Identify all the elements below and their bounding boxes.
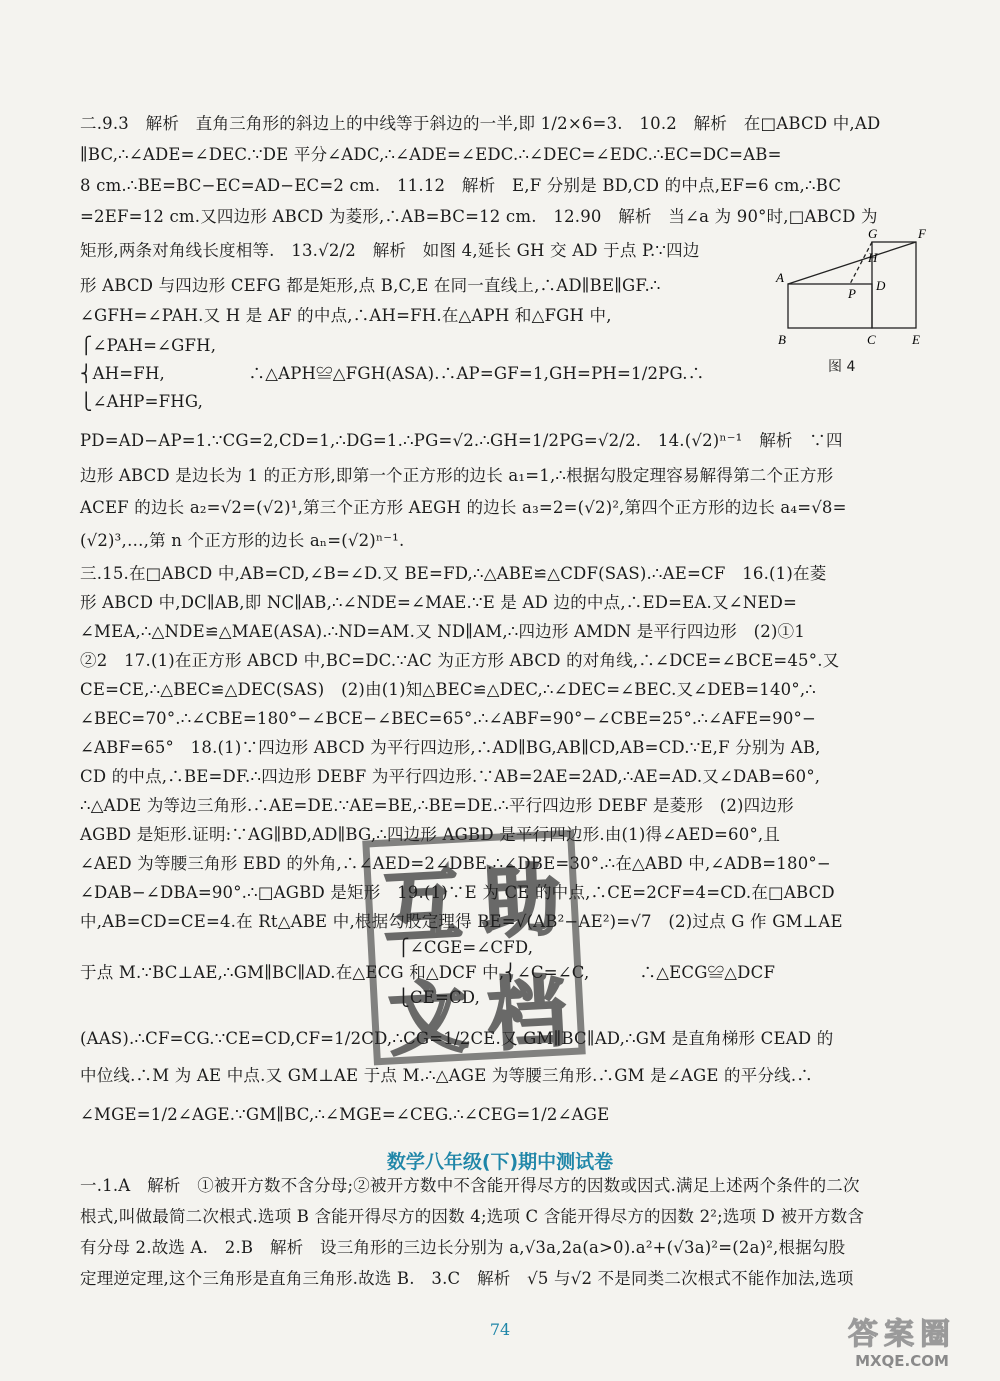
stamp-char: 助: [479, 855, 563, 950]
text-line: ⎩∠AHP=FHG,: [80, 392, 204, 411]
text-line: (AAS).∴CF=CG.∵CE=CD,CF=1/2CD,∴CG=1/2CE.又 GM∥BC∥AD,∴GM 是直角梯形 CEAD 的: [80, 1029, 834, 1048]
text-line: ∴△ADE 为等边三角形.∴AE=DE.∵AE=BE,∴BE=DE.∴平行四边形 DEBF 是菱形 (2)四边形: [80, 796, 794, 815]
text-line: 矩形,两条对角线长度相等. 13.√2/2 解析 如图 4,延长 GH 交 AD 于点 P.∵四边: [80, 241, 700, 260]
text-line: 根式,叫做最简二次根式.选项 B 含能开得尽方的因数 4;选项 C 含能开得尽方的因数 2²;选项 D 被开方数含: [80, 1207, 865, 1226]
stamp-char: 档: [485, 967, 569, 1062]
text-line: =2EF=12 cm.又四边形 ABCD 为菱形,∴AB=BC=12 cm. 12.90 解析 当∠a 为 90°时,□ABCD 为: [80, 207, 878, 226]
text-line: AGBD 是矩形.证明:∵AG∥BD,AD∥BG,∴四边形 AGBD 是平行四边形.由(1)得∠AED=60°,且: [80, 825, 781, 844]
text-line: 有分母 2.故选 A. 2.B 解析 设三角形的三边长分别为 a,√3a,2a(a>0).a²+(√3a)²=(2a)²,根据勾股: [80, 1238, 846, 1257]
figure-label: G: [868, 226, 878, 241]
stamp-char: 互: [381, 860, 464, 955]
text-line: (√2)³,…,第 n 个正方形的边长 aₙ=(√2)ⁿ⁻¹.: [80, 531, 405, 550]
text-line: ∠BEC=70°.∴∠CBE=180°−∠BCE−∠BEC=65°.∴∠ABF=90°−∠CBE=25°.∴∠AFE=90°−: [80, 709, 817, 728]
text-line: ACEF 的边长 a₂=√2=(√2)¹,第三个正方形 AEGH 的边长 a₃=2=(√2)²,第四个正方形的边长 a₄=√8=: [80, 498, 847, 517]
text-line: ②2 17.(1)在正方形 ABCD 中,BC=DC.∵AC 为正方形 ABCD 的对角线,∴∠DCE=∠BCE=45°.又: [80, 651, 840, 670]
watermark-logo: [822, 1318, 982, 1376]
figure-label: C: [867, 332, 876, 347]
text-line: 8 cm.∴BE=BC−EC=AD−EC=2 cm. 11.12 解析 E,F 分别是 BD,CD 的中点,EF=6 cm,∴BC: [80, 176, 842, 195]
text-line: 中位线.∴M 为 AE 中点.又 GM⊥AE 于点 M.∴△AGE 为等腰三角形.∴GM 是∠AGE 的平分线.∴: [80, 1066, 814, 1085]
figure-label: F: [918, 226, 926, 241]
figure-label: P: [848, 286, 856, 301]
text-line: 二.9.3 解析 直角三角形的斜边上的中线等于斜边的一半,即 1/2×6=3. 10.2 解析 在□ABCD 中,AD: [80, 114, 881, 133]
text-line: 形 ABCD 中,DC∥AB,即 NC∥AB,∴∠NDE=∠MAE.∵E 是 AD 边的中点,∴ED=EA.又∠NED=: [80, 593, 798, 612]
text-line: ∥BC,∴∠ADE=∠DEC.∵DE 平分∠ADC,∴∠ADE=∠EDC.∴∠DEC=∠EDC.∴EC=DC=AB=: [80, 145, 782, 164]
text-line: 于点 M.∵BC⊥AE,∴GM∥BC∥AD.在△ECG 和△DCF 中,⎨∠C=∠C, ∴△ECG≌△DCF: [80, 963, 776, 982]
figure-4-diagram: [772, 222, 928, 372]
figure-label: A: [776, 270, 784, 285]
text-line: PD=AD−AP=1.∵CG=2,CD=1,∴DG=1.∴PG=√2.∴GH=1/2PG=√2/2. 14.(√2)ⁿ⁻¹ 解析 ∵四: [80, 431, 843, 450]
text-line: ∠AED 为等腰三角形 EBD 的外角,∴∠AED=2∠DBE.∴∠DBE=30°.∴在△ABD 中,∠ADB=180°−: [80, 854, 831, 873]
text-line: 三.15.在□ABCD 中,AB=CD,∠B=∠D.又 BE=FD,∴△ABE≌△CDF(SAS).∴AE=CF 16.(1)在菱: [80, 564, 827, 583]
section-title: 数学八年级(下)期中测试卷: [386, 1151, 614, 1173]
figure-caption: 图 4: [828, 359, 856, 375]
figure-label: E: [912, 332, 920, 347]
text-line: ∠DAB−∠DBA=90°.∴□AGBD 是矩形 19.(1)∵E 为 CE 的中点,∴CE=2CF=4=CD.在□ABCD: [80, 883, 835, 902]
text-line: ⎩CE=CD,: [80, 988, 481, 1007]
text-line: 边形 ABCD 是边长为 1 的正方形,即第一个正方形的边长 a₁=1,∴根据勾股定理容易解得第二个正方形: [80, 466, 834, 485]
text-line: 中,AB=CD=CE=4.在 Rt△ABE 中,根据勾股定理得 BE=√(AB²−AE²)=√7 (2)过点 G 作 GM⊥AE: [80, 912, 843, 931]
figure-label: B: [778, 332, 786, 347]
text-line: ∠MGE=1/2∠AGE.∵GM∥BC,∴∠MGE=∠CEG.∴∠CEG=1/2∠AGE: [80, 1105, 610, 1124]
watermark-url: MXQE.COM: [855, 1352, 949, 1370]
stamp-char: 文: [386, 972, 470, 1067]
figure-label: H: [868, 250, 878, 265]
text-line: CE=CE,∴△BEC≌△DEC(SAS) (2)由(1)知△BEC≌△DEC,∴∠DEC=∠BEC.又∠DEB=140°,∴: [80, 680, 816, 699]
text-line: 定理逆定理,这个三角形是直角三角形.故选 B. 3.C 解析 √5 与√2 不是同类二次根式不能作加法,选项: [80, 1269, 854, 1288]
text-line: ∠MEA,∴△NDE≌△MAE(ASA).∴ND=AM.又 ND∥AM,∴四边形 AMDN 是平行四边形 (2)①1: [80, 622, 806, 641]
watermark-text: 答案圈: [848, 1317, 956, 1352]
text-line: CD 的中点,∴BE=DF.∴四边形 DEBF 为平行四边形.∵AB=2AE=2AD,∴AE=AD.又∠DAB=60°,: [80, 767, 821, 786]
figure-label: D: [876, 278, 886, 293]
text-line: 形 ABCD 与四边形 CEFG 都是矩形,点 B,C,E 在同一直线上,∴AD∥BE∥GF.∴: [80, 276, 661, 295]
text-line: ∠GFH=∠PAH.又 H 是 AF 的中点,∴AH=FH.在△APH 和△FGH 中,: [80, 306, 612, 325]
text-line: ⎨AH=FH, ∴△APH≌△FGH(ASA).∴AP=GF=1,GH=PH=1/2PG.∴: [80, 364, 705, 383]
stamp-logo: [362, 830, 585, 1066]
text-line: 一.1.A 解析 ①被开方数不含分母;②被开方数中不含能开得尽方的因数或因式.满足上述两个条件的二次: [80, 1176, 860, 1195]
text-line: ∠ABF=65° 18.(1)∵四边形 ABCD 为平行四边形,∴AD∥BG,AB∥CD,AB=CD.∵E,F 分别为 AB,: [80, 738, 821, 757]
text-line: ⎧∠CGE=∠CFD,: [80, 938, 534, 957]
text-line: ⎧∠PAH=∠GFH,: [80, 336, 217, 355]
page-number: 74: [489, 1320, 511, 1339]
